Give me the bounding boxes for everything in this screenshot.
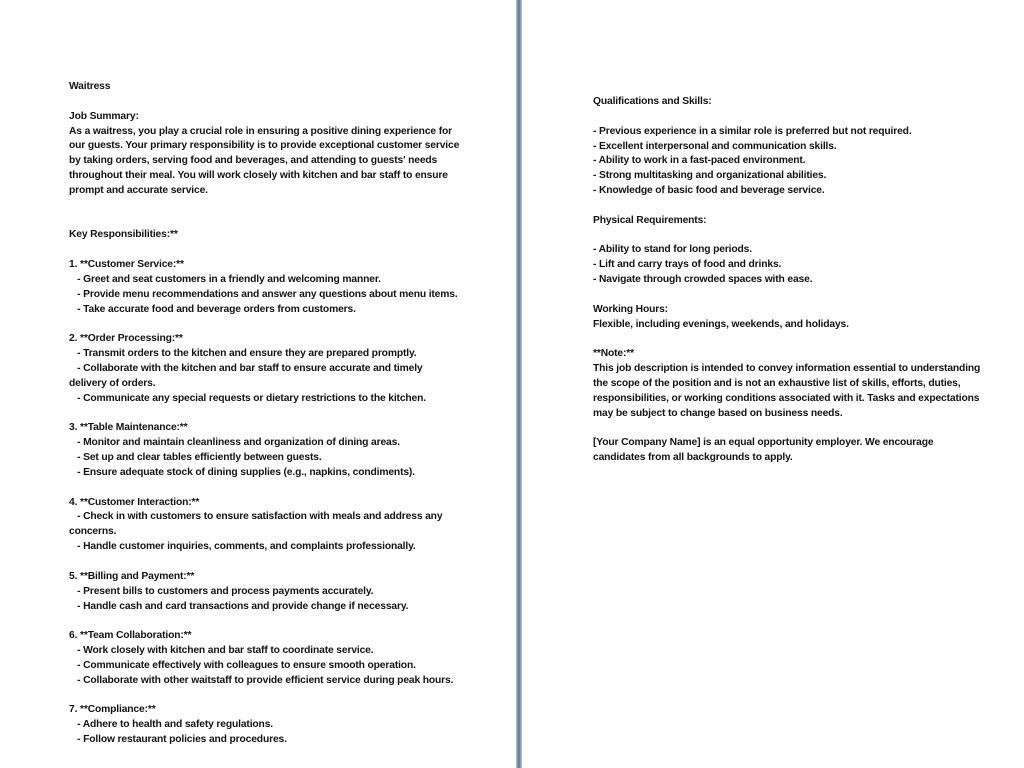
note-line: responsibilities, or working conditions associated with it. Tasks and expectations [593,392,980,404]
right-page-text [593,95,993,466]
job-summary-line: As a waitress, you play a crucial role in ensuring a positive dining experience for [69,125,452,137]
section-line: - Handle customer inquiries, comments, and complaints professionally. [69,541,416,553]
spacer [69,689,469,704]
spacer [69,481,469,496]
left-page-text [69,80,469,748]
spacer [69,199,469,229]
section-line: - Work closely with kitchen and bar staff to coordinate service. [69,645,374,657]
note-heading: **Note:** [593,348,634,360]
note-line: may be subject to change based on business needs. [593,407,843,419]
section-heading: 3. **Table Maintenance:** [69,422,188,434]
job-summary-heading: Job Summary: [69,110,139,122]
section-line: - Take accurate food and beverage orders from customers. [69,303,356,315]
physical-requirement-item: - Lift and carry trays of food and drinks. [593,259,782,271]
job-summary-line: prompt and accurate service. [69,184,208,196]
spacer [593,288,993,303]
section-line: - Provide menu recommendations and answer any questions about menu items. [69,288,458,300]
document-title: Waitress [69,81,111,92]
job-summary-line: by taking orders, serving food and beverages, and attending to guests' needs [69,155,438,167]
section-line: - Communicate any special requests or dietary restrictions to the kitchen. [69,392,426,404]
physical-requirements-heading: Physical Requirements: [593,214,707,226]
section-line: - Monitor and maintain cleanliness and organization of dining areas. [69,437,400,449]
job-summary-line: our guests. Your primary responsibility is to provide exceptional customer service [69,140,460,152]
section-line: - Adhere to health and safety regulations. [69,719,273,731]
right-page[interactable] [522,0,1024,768]
spacer [69,243,469,258]
eeo-statement-line: [Your Company Name] is an equal opportunity employer. We encourage [593,437,934,449]
section-heading: 1. **Customer Service:** [69,259,184,271]
section-heading: 4. **Customer Interaction:** [69,496,200,508]
section-line: - Collaborate with the kitchen and bar staff to ensure accurate and timely [69,363,423,375]
section-line: - Set up and clear tables efficiently between guests. [69,452,322,464]
section-line: - Ensure adequate stock of dining supplies (e.g., napkins, condiments). [69,466,415,478]
spacer [593,229,993,244]
job-summary-line: throughout their meal. You will work closely with kitchen and bar staff to ensure [69,170,448,182]
section-line: - Check in with customers to ensure satisfaction with meals and address any [69,511,443,523]
qualification-item: - Ability to work in a fast-paced environment. [593,155,806,167]
section-line: - Present bills to customers and process payments accurately. [69,585,374,597]
section-heading: 6. **Team Collaboration:** [69,630,192,642]
section-line: - Handle cash and card transactions and provide change if necessary. [69,600,409,612]
section-line: - Transmit orders to the kitchen and ensure they are prepared promptly. [69,348,417,360]
qualification-item: - Knowledge of basic food and beverage service. [593,185,825,197]
note-line: the scope of the position and is not an exhaustive list of skills, efforts, duties, [593,378,961,390]
section-heading: 5. **Billing and Payment:** [69,570,195,582]
spacer [593,333,993,348]
section-line: delivery of orders. [69,377,156,389]
section-heading: 7. **Compliance:** [69,704,156,716]
spacer [593,110,993,125]
spacer [69,614,469,629]
section-line: concerns. [69,526,117,538]
physical-requirement-item: - Ability to stand for long periods. [593,244,752,256]
section-line: - Follow restaurant policies and procedures. [69,734,287,746]
spacer [69,555,469,570]
key-responsibilities-heading: Key Responsibilities:** [69,229,178,241]
section-line: - Communicate effectively with colleagues to ensure smooth operation. [69,659,416,671]
section-line: - Greet and seat customers in a friendly and welcoming manner. [69,273,381,285]
section-heading: 2. **Order Processing:** [69,333,183,345]
section-line: - Collaborate with other waitstaff to provide efficient service during peak hours. [69,674,454,686]
qualifications-heading: Qualifications and Skills: [593,96,712,107]
qualification-item: - Previous experience in a similar role is preferred but not required. [593,125,912,137]
spacer [69,95,469,110]
spacer [593,422,993,437]
note-line: This job description is intended to convey information essential to understanding [593,363,981,375]
qualification-item: - Excellent interpersonal and communication skills. [593,140,837,152]
working-hours-heading: Working Hours: [593,303,668,315]
spacer [69,407,469,422]
working-hours-text: Flexible, including evenings, weekends, and holidays. [593,318,849,330]
spacer [593,199,993,214]
eeo-statement-line: candidates from all backgrounds to apply. [593,452,793,464]
physical-requirement-item: - Navigate through crowded spaces with ease. [593,274,813,286]
qualification-item: - Strong multitasking and organizational abilities. [593,170,827,182]
spacer [69,318,469,333]
